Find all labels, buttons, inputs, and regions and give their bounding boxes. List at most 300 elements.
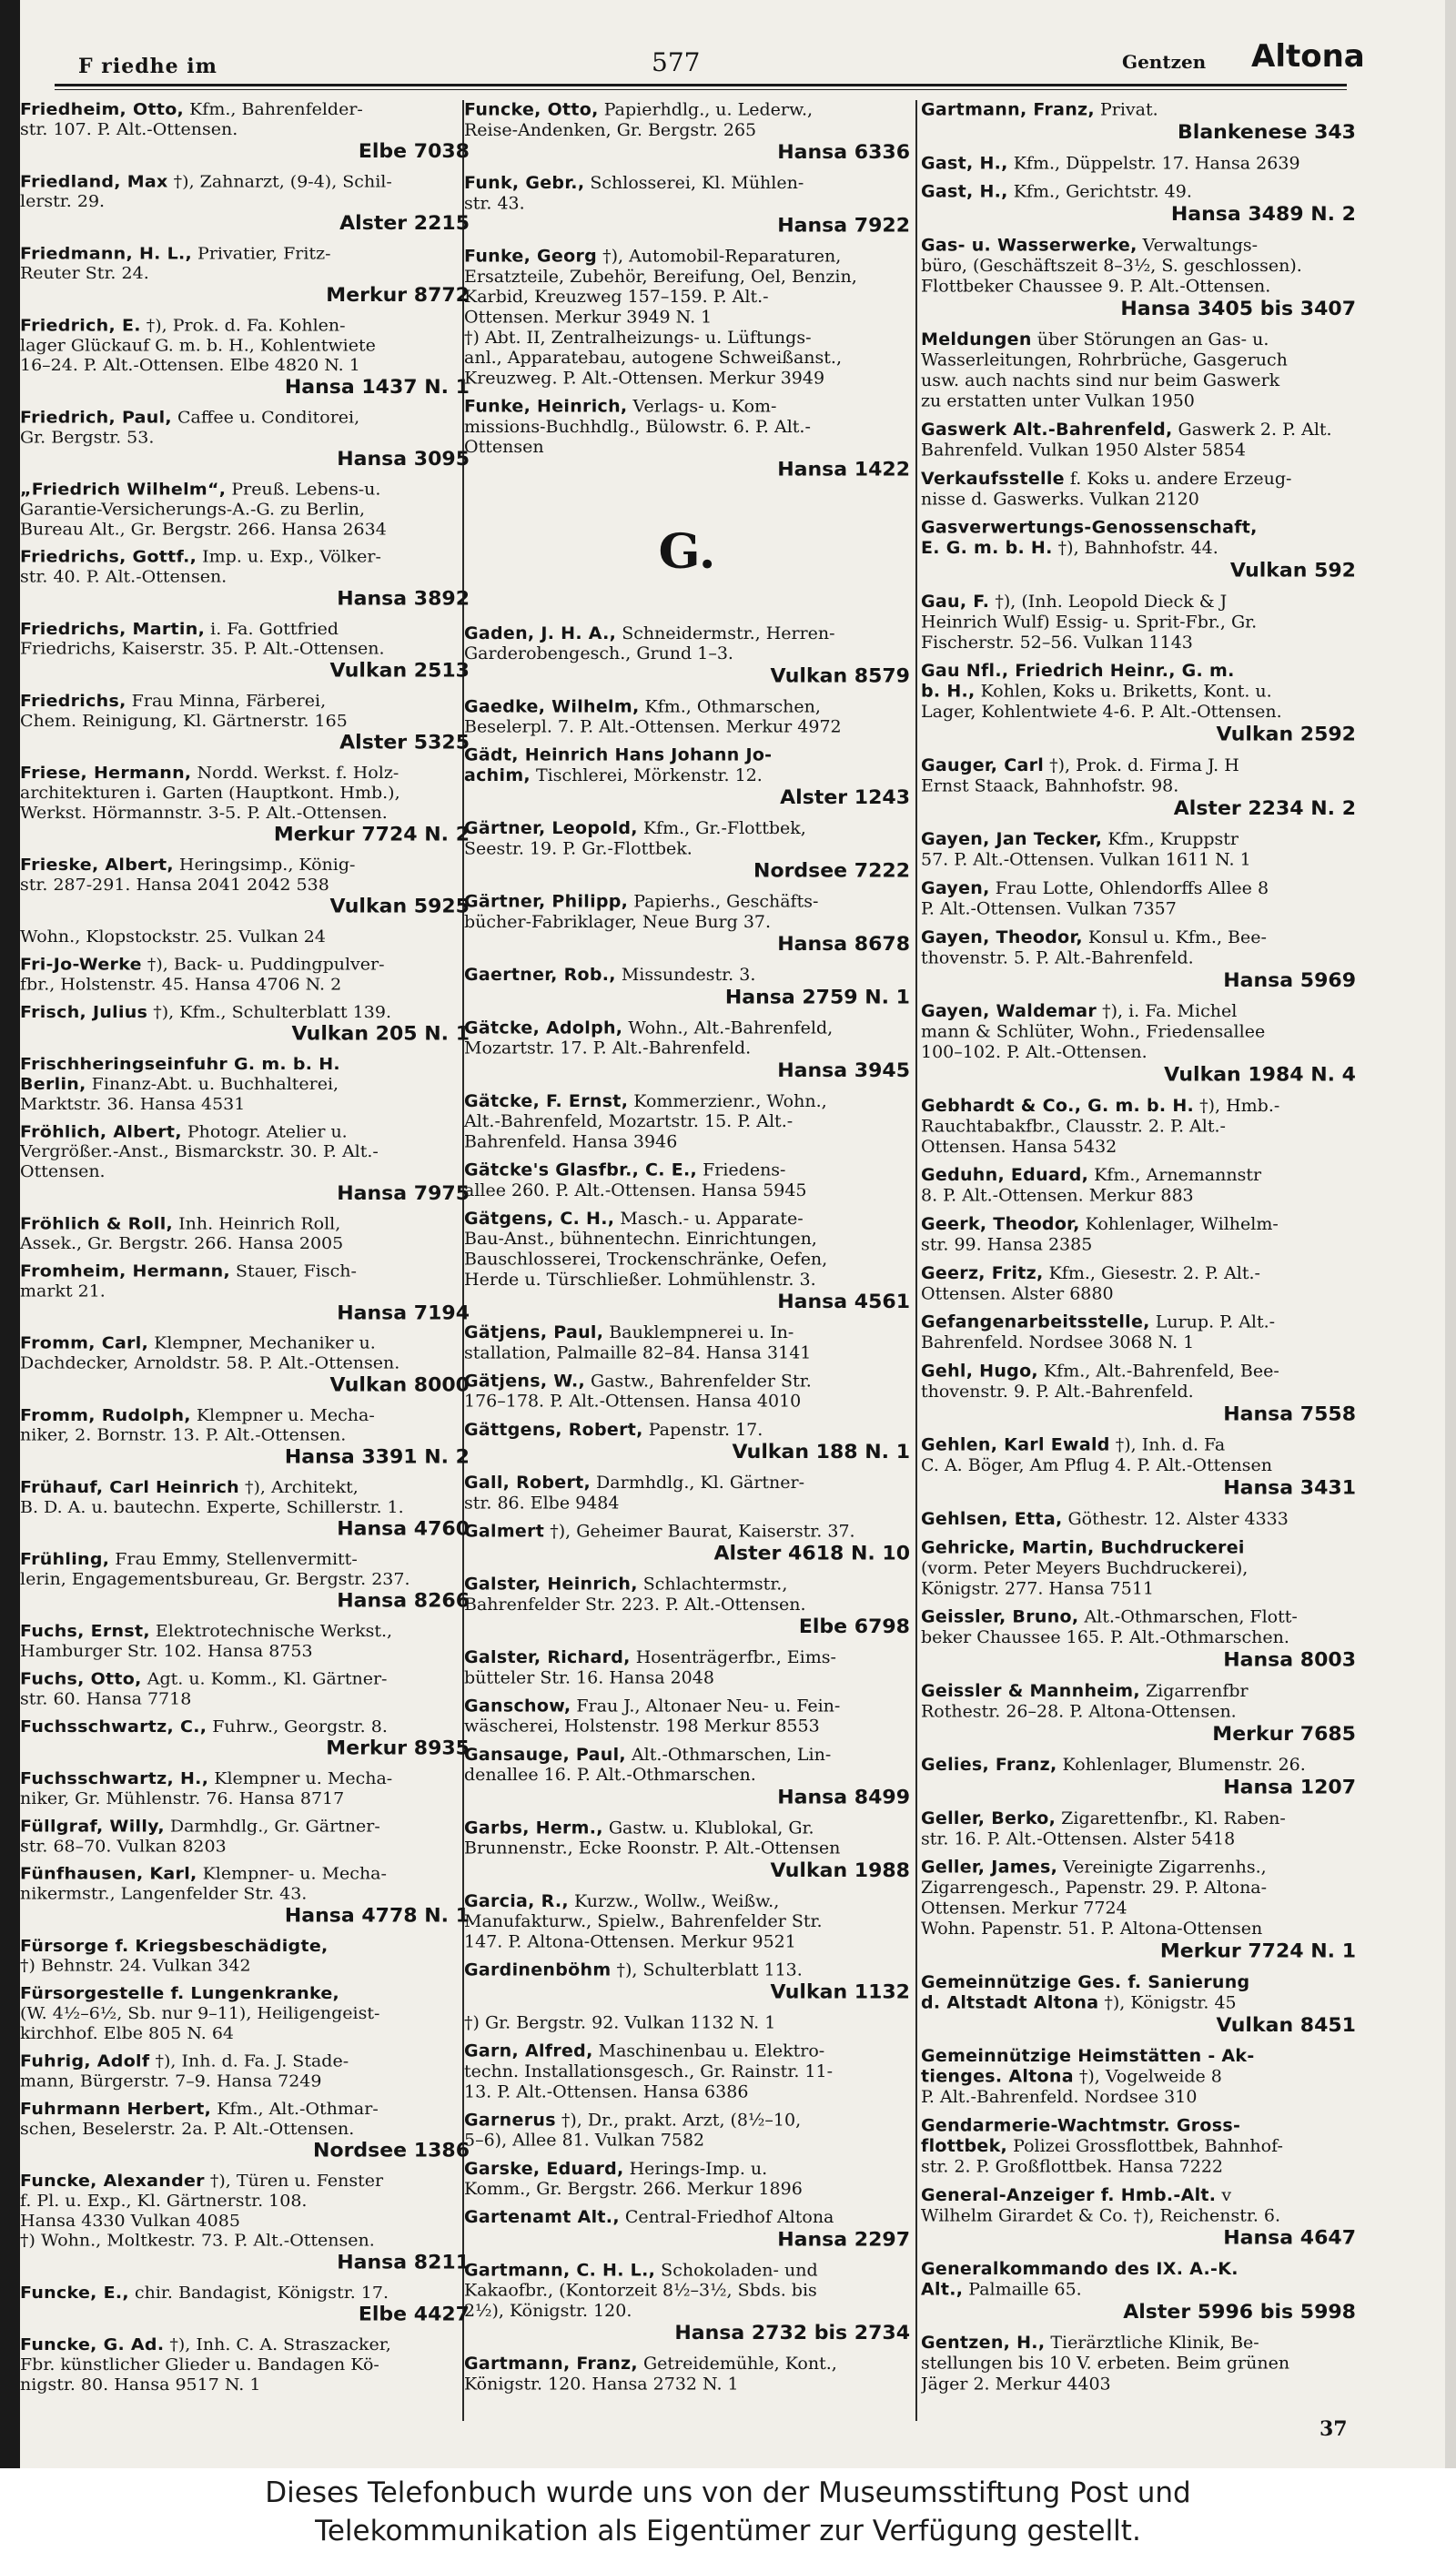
- entry-name: Gebhardt & Co., G. m. b. H.: [921, 1096, 1195, 1116]
- entry-line: [464, 349, 910, 369]
- entry-name: Frieske, Albert,: [20, 855, 174, 875]
- entry-line: [921, 2354, 1356, 2375]
- entry-line: [20, 620, 470, 640]
- directory-entry: [20, 316, 470, 400]
- entry-text: Elektrotechnische Werkst.,: [149, 1621, 393, 1641]
- entry-text: Missundestr. 3.: [615, 965, 756, 986]
- entry-line: [20, 640, 470, 660]
- entry-line: [921, 592, 1356, 613]
- entry-text: str. 99. Hansa 2385: [921, 1234, 1093, 1255]
- directory-entry: [20, 2100, 470, 2163]
- directory-entry: [921, 2334, 1356, 2395]
- entry-text: Herde u. Türschließer. Lohmühlenstr. 3.: [464, 1270, 816, 1290]
- entry-name: Galmert: [464, 1521, 545, 1542]
- entry-name: Gartmann, Franz,: [464, 2354, 638, 2375]
- directory-entry: [464, 745, 910, 811]
- entry-text: str. 40. P. Alt.-Ottensen.: [20, 567, 228, 587]
- entry-text: Assek., Gr. Bergstr. 266. Hansa 2005: [20, 1234, 344, 1253]
- entry-line: [921, 1362, 1356, 1382]
- entry-text: über Störungen an Gas- u.: [1031, 329, 1269, 350]
- entry-name: Füllgraf, Willy,: [20, 1817, 165, 1837]
- entry-line: [20, 975, 470, 995]
- entry-line: [464, 120, 910, 140]
- entry-text: Kfm., Alt.-Bahrenfeld, Bee-: [1037, 1361, 1279, 1382]
- entry-line: [20, 2120, 470, 2140]
- entry-text: Seestr. 19. P. Gr.-Flottbek.: [464, 838, 693, 859]
- directory-entry: [921, 830, 1356, 871]
- entry-name: achim,: [464, 765, 531, 785]
- entry-line: [464, 1372, 910, 1392]
- entry-text: Friedens-: [697, 1160, 786, 1180]
- entry-name: Funcke, G. Ad.: [20, 2334, 165, 2355]
- entry-line: [20, 955, 470, 975]
- entry-name: Fuchsschwartz, H.,: [20, 1768, 209, 1788]
- entry-line: [20, 1622, 470, 1642]
- entry-line: [921, 776, 1356, 797]
- entry-line: [20, 2004, 470, 2024]
- entry-line: [20, 2051, 470, 2071]
- entry-name: Gaedke, Wilhelm,: [464, 696, 640, 717]
- entry-line: [464, 288, 910, 308]
- entry-line: [921, 371, 1356, 392]
- entry-text: Frau Lotte, Ohlendorffs Allee 8: [989, 878, 1269, 898]
- entry-name: Gehlen, Karl Ewald: [921, 1435, 1110, 1455]
- entry-text: Bahrenfelder Str. 223. P. Alt.-Ottensen.: [464, 1595, 806, 1615]
- entry-line: [20, 1550, 470, 1570]
- directory-entry: [20, 2284, 470, 2328]
- entry-line: [921, 1558, 1356, 1579]
- entry-line: [20, 1214, 470, 1234]
- entry-line: [464, 100, 910, 120]
- directory-entry: [20, 1622, 470, 1662]
- entry-line: [464, 2159, 910, 2179]
- entry-name: Fuhrmann Herbert,: [20, 2099, 212, 2119]
- entry-text: †) Wohn., Moltkestr. 73. P. Alt.-Ottensen.: [20, 2231, 375, 2251]
- entry-line: [464, 697, 910, 717]
- entry-text: techn. Installationsgesch., Gr. Rainstr. 11-: [464, 2061, 833, 2081]
- directory-entry: [20, 408, 470, 471]
- entry-line: [921, 1993, 1356, 2014]
- entry-text: Gastw. u. Klublokal, Gr.: [602, 1818, 814, 1838]
- entry-name: Friedland, Max: [20, 172, 168, 192]
- entry-text: Palmaille 65.: [963, 2279, 1082, 2300]
- entry-line: [921, 850, 1356, 871]
- entry-name: Friedheim, Otto,: [20, 100, 185, 119]
- entry-line: [921, 277, 1356, 298]
- entry-text: markt 21.: [20, 1281, 106, 1301]
- entry-text: Schlachtermstr.,: [637, 1575, 788, 1595]
- entry-text: †), Inh. d. Fa: [1109, 1435, 1226, 1455]
- entry-line: [20, 192, 470, 212]
- directory-entry: [921, 100, 1356, 146]
- entry-name: Friedrichs, Martin,: [20, 619, 206, 639]
- header-rule: [55, 84, 1347, 86]
- entry-name: Funke, Heinrich,: [464, 396, 628, 417]
- entry-name: Gaswerk Alt.-Bahrenfeld,: [921, 420, 1173, 440]
- directory-entry: [921, 2259, 1356, 2324]
- entry-line: [921, 1899, 1356, 1919]
- entry-line: [20, 2071, 470, 2091]
- entry-line: [921, 391, 1356, 412]
- entry-text: †) Abt. II, Zentralheizungs- u. Lüftungs-: [464, 328, 812, 348]
- entry-name: Gemeinnützige Heimstätten - Ak-: [921, 2046, 1255, 2066]
- entry-text: Vereinigte Zigarrenhs.,: [1057, 1857, 1267, 1878]
- entry-line: [921, 490, 1356, 511]
- entry-name: Geissler & Mannheim,: [921, 1681, 1140, 1701]
- entry-text: Alt.-Othmarschen, Flott-: [1078, 1606, 1298, 1627]
- directory-entry: [921, 1312, 1356, 1353]
- entry-name: Gas- u. Wasserwerke,: [921, 235, 1138, 256]
- entry-text: Bauklempnerei u. In-: [603, 1322, 794, 1342]
- entry-text: thovenstr. 9. P. Alt.-Bahrenfeld.: [921, 1382, 1194, 1402]
- entry-text: Tischlerei, Mörkenstr. 12.: [530, 765, 763, 785]
- entry-name: Friedmann, H. L.,: [20, 244, 193, 264]
- entry-text: †) Behnstr. 24. Vulkan 342: [20, 1956, 251, 1976]
- entry-text: Verwaltungs-: [1137, 235, 1259, 256]
- entry-text: Rothestr. 26–28. P. Altona-Ottensen.: [921, 1701, 1237, 1722]
- entry-text: wäscherei, Holstenstr. 198 Merkur 8553: [464, 1717, 820, 1737]
- entry-line: [20, 876, 470, 896]
- entry-line: [921, 1186, 1356, 1207]
- entry-name: Garn, Alfred,: [464, 2041, 593, 2061]
- entry-line: [921, 518, 1356, 539]
- directory-entry: [464, 2111, 910, 2152]
- entry-text: Heinrich Wulf) Essig- u. Sprit-Fbr., Gr.: [921, 612, 1258, 633]
- entry-text: zu erstatten unter Vulkan 1950: [921, 391, 1195, 411]
- entry-line: [20, 1789, 470, 1809]
- entry-line: [464, 1595, 910, 1615]
- entry-line: [464, 1038, 910, 1058]
- entry-text: †), Bahnhofstr. 44.: [1052, 538, 1218, 559]
- entry-text: schen, Beselerstr. 2a. P. Alt.-Ottensen.: [20, 2119, 355, 2139]
- entry-text: Kreuzweg. P. Alt.-Ottensen. Merkur 3949: [464, 368, 825, 389]
- entry-line: [464, 1018, 910, 1038]
- entry-name: Fromheim, Hermann,: [20, 1261, 230, 1281]
- entry-line: [921, 613, 1356, 633]
- footer-line-1: Dieses Telefonbuch wurde uns von der Museumsstiftung Post und: [265, 2476, 1191, 2509]
- entry-line: [921, 100, 1356, 121]
- footer-notice: [0, 2474, 1456, 2550]
- directory-entry: [464, 1018, 910, 1084]
- entry-text: stellungen bis 10 V. erbeten. Beim grünen: [921, 2354, 1290, 2374]
- phone-number: Vulkan 5925: [329, 896, 470, 918]
- phone-number: Elbe 6798: [798, 1615, 910, 1638]
- phone-number: Hansa 8499: [777, 1786, 910, 1809]
- entry-line: [20, 336, 470, 356]
- entry-text: Darmhdlg., Kl. Gärtner-: [591, 1473, 805, 1493]
- entry-line: [921, 2087, 1356, 2108]
- entry-name: Gayen, Theodor,: [921, 927, 1083, 947]
- entry-line: [464, 1112, 910, 1132]
- entry-text: Ottensen. Merkur 3949 N. 1: [464, 307, 713, 328]
- phone-number: Hansa 6336: [777, 141, 910, 164]
- entry-text: Friedrichs, Kaiserstr. 35. P. Alt.-Ottensen.: [20, 639, 385, 659]
- phone-number: Blankenese 343: [1178, 121, 1356, 144]
- entry-line: [921, 1022, 1356, 1043]
- entry-line: [20, 2212, 470, 2232]
- directory-entry: [464, 397, 910, 482]
- entry-name: Fromm, Rudolph,: [20, 1405, 191, 1425]
- entry-line: [464, 623, 910, 643]
- entry-text: Papierhs., Geschäfts-: [628, 892, 819, 912]
- page-folio: 37: [1320, 2417, 1348, 2441]
- entry-text: missions-Buchhdlg., Bülowstr. 6. P. Alt.-: [464, 417, 811, 437]
- entry-text: Polizei Grossflottbek, Bahnhof-: [1007, 2136, 1283, 2156]
- phone-number: Hansa 4778 N. 1: [284, 1905, 470, 1928]
- entry-name: Gayen, Jan Tecker,: [921, 829, 1103, 850]
- entry-name: „Friedrich Wilhelm“,: [20, 480, 227, 500]
- entry-name: Gehl, Hugo,: [921, 1361, 1038, 1382]
- entry-line: [921, 420, 1356, 441]
- phone-number: Hansa 1437 N. 1: [284, 376, 470, 399]
- entry-name: Gehlsen, Etta,: [921, 1509, 1063, 1529]
- page-header: [36, 0, 1365, 91]
- entry-name: Friese, Hermann,: [20, 763, 192, 783]
- directory-entry: [20, 1406, 470, 1470]
- directory-entry: [20, 692, 470, 755]
- phone-number: Hansa 7922: [777, 215, 910, 238]
- entry-line: [20, 316, 470, 336]
- entry-text: Karbid, Kreuzweg 157–159. P. Alt.-: [464, 287, 769, 308]
- entry-line: [921, 1435, 1356, 1456]
- entry-line: [921, 2157, 1356, 2178]
- directory-entry: [20, 1003, 470, 1048]
- entry-line: [464, 1696, 910, 1717]
- entry-line: [921, 236, 1356, 257]
- entry-line: [921, 441, 1356, 461]
- entry-line: [921, 755, 1356, 776]
- entry-text: Bauschlosserei, Trockenschränke, Oefen,: [464, 1250, 828, 1270]
- entry-text: str. 43.: [464, 193, 525, 214]
- phone-number: Hansa 3431: [1223, 1477, 1356, 1500]
- entry-text: †), i. Fa. Michel: [1097, 1001, 1238, 1021]
- entry-text: Ottensen.: [20, 1161, 106, 1181]
- entry-text: Kfm., Arnemannstr: [1088, 1165, 1262, 1186]
- entry-text: lager Glückauf G. m. b. H., Kohlentwiete: [20, 336, 376, 356]
- entry-line: [921, 662, 1356, 683]
- header-place: Altona: [1251, 38, 1365, 75]
- entry-name: Gärtner, Philipp,: [464, 892, 629, 912]
- phone-number: Hansa 8003: [1223, 1648, 1356, 1672]
- entry-text: 176–178. P. Alt.-Ottensen. Hansa 4010: [464, 1392, 802, 1412]
- entry-text: †), Back- u. Puddingpulver-: [141, 955, 385, 975]
- entry-text: Kfm., Kruppstr: [1102, 829, 1239, 850]
- directory-entry: [921, 518, 1356, 583]
- entry-line: [921, 2375, 1356, 2395]
- directory-column-2: [464, 100, 910, 2403]
- entry-line: [20, 428, 470, 448]
- entry-text: Brunnenstr., Ecke Roonstr. P. Alt.-Ottensen: [464, 1838, 841, 1858]
- entry-line: [20, 408, 470, 428]
- directory-entry: [464, 1522, 910, 1566]
- phone-number: Hansa 1422: [777, 458, 910, 481]
- entry-text: büro, (Geschäftszeit 8–3½, S. geschlossen).: [921, 256, 1302, 276]
- entry-name: Alt.,: [921, 2279, 964, 2300]
- directory-column-3: [921, 100, 1356, 2403]
- entry-line: [464, 247, 910, 267]
- entry-line: [464, 966, 910, 986]
- directory-entry: [921, 2116, 1356, 2178]
- entry-text: Zigarrengesch., Papenstr. 29. P. Altona-: [921, 1878, 1268, 1899]
- phone-number: Merkur 8935: [326, 1737, 470, 1760]
- entry-name: Friedrichs,: [20, 691, 126, 711]
- binding-edge: [0, 0, 20, 2468]
- entry-line: [921, 1096, 1356, 1117]
- directory-entry: [20, 2051, 470, 2091]
- directory-entry: [464, 623, 910, 689]
- entry-text: Bureau Alt., Gr. Bergstr. 266. Hansa 2634: [20, 520, 387, 540]
- entry-line: [20, 1669, 470, 1689]
- entry-line: [20, 1937, 470, 1957]
- entry-text: mann, Bürgerstr. 7–9. Hansa 7249: [20, 2071, 322, 2091]
- directory-entry: [464, 1960, 910, 2005]
- directory-entry: [20, 1817, 470, 1857]
- entry-text: Verlags- u. Kom-: [627, 396, 777, 417]
- phone-number: Hansa 8211: [337, 2252, 470, 2274]
- entry-text: 147. P. Altona-Ottensen. Merkur 9521: [464, 1931, 796, 1952]
- entry-name: Frühauf, Carl Heinrich: [20, 1477, 239, 1497]
- entry-line: [20, 2024, 470, 2044]
- entry-line: [20, 764, 470, 784]
- entry-text: Vergrößer.-Anst., Bismarckstr. 30. P. Alt.-: [20, 1142, 379, 1161]
- entry-line: [20, 1234, 470, 1254]
- entry-name: Gartmann, C. H. L.,: [464, 2260, 656, 2281]
- entry-text: Lurup. P. Alt.-: [1149, 1312, 1276, 1332]
- entry-text: Kfm., Othmarschen,: [639, 696, 821, 717]
- entry-line: [464, 2062, 910, 2082]
- directory-entry: [921, 1001, 1356, 1088]
- directory-entry: [464, 1420, 910, 1464]
- header-left-word: F riedhe im: [78, 55, 217, 78]
- entry-text: Reise-Andenken, Gr. Bergstr. 265: [464, 120, 757, 140]
- phone-number: Hansa 3095: [337, 448, 470, 471]
- entry-line: [464, 1932, 910, 1952]
- entry-text: Heringsimp., König-: [173, 855, 356, 875]
- entry-name: Fröhlich, Albert,: [20, 1122, 182, 1142]
- directory-entry: [20, 548, 470, 612]
- entry-line: [921, 154, 1356, 175]
- entry-line: [921, 1214, 1356, 1235]
- entry-text: str. 16. P. Alt.-Ottensen. Alster 5418: [921, 1828, 1236, 1849]
- entry-name: Ganschow,: [464, 1696, 571, 1717]
- entry-line: [20, 1261, 470, 1281]
- phone-number: Hansa 2759 N. 1: [724, 986, 910, 1009]
- phone-number: Elbe 7038: [358, 140, 470, 163]
- phone-number: Vulkan 8579: [770, 664, 910, 688]
- entry-text: stallation, Palmaille 82–84. Hansa 3141: [464, 1342, 812, 1363]
- entry-text: str. 2. P. Großflottbek. Hansa 7222: [921, 2156, 1224, 2177]
- entry-name: Funk, Gebr.,: [464, 173, 585, 193]
- directory-entry: [921, 1858, 1356, 1964]
- entry-line: [20, 1353, 470, 1373]
- entry-line: [921, 703, 1356, 724]
- entry-text: Marktstr. 36. Hansa 4531: [20, 1094, 246, 1114]
- entry-text: anl., Apparatebau, autogene Schweißanst.,: [464, 348, 842, 368]
- entry-line: [464, 1209, 910, 1229]
- entry-name: Fuchs, Otto,: [20, 1669, 142, 1689]
- directory-entry: [464, 2355, 910, 2395]
- phone-number: Hansa 3892: [337, 588, 470, 611]
- phone-number: Merkur 8772: [326, 284, 470, 307]
- entry-text: †), Vogelweide 8: [1073, 2066, 1222, 2087]
- entry-text: Privat.: [1094, 100, 1158, 120]
- entry-text: Privatier, Fritz-: [192, 244, 331, 264]
- entry-name: E. G. m. b. H.: [921, 538, 1053, 559]
- entry-line: [20, 2231, 470, 2251]
- entry-line: [464, 1420, 910, 1440]
- entry-text: Agt. u. Komm., Kl. Gärtner-: [141, 1669, 388, 1689]
- entry-text: †) Gr. Bergstr. 92. Vulkan 1132 N. 1: [464, 2013, 776, 2033]
- entry-line: [464, 2281, 910, 2301]
- entry-text: Nordd. Werkst. f. Holz-: [191, 763, 399, 783]
- entry-text: Bahrenfeld. Vulkan 1950 Alster 5854: [921, 440, 1246, 461]
- entry-line: [921, 830, 1356, 851]
- entry-name: tienges. Altona: [921, 2066, 1074, 2087]
- entry-text: Fbr. künstlicher Glieder u. Bandagen Kö-: [20, 2355, 379, 2375]
- entry-line: [20, 172, 470, 192]
- phone-number: Alster 1243: [780, 786, 910, 809]
- entry-line: [464, 717, 910, 737]
- directory-entry: [464, 697, 910, 738]
- entry-text: Kohlen, Koks u. Briketts, Kont. u.: [975, 682, 1272, 702]
- entry-line: [20, 100, 470, 120]
- directory-entry: [464, 892, 910, 957]
- entry-text: niker, Gr. Mühlenstr. 76. Hansa 8717: [20, 1788, 345, 1808]
- phone-number: Vulkan 1132: [770, 1981, 910, 2004]
- entry-text: Ottensen. Merkur 7724: [921, 1898, 1127, 1919]
- entry-text: 100–102. P. Alt.-Ottensen.: [921, 1042, 1148, 1062]
- page-number: 577: [652, 47, 701, 77]
- entry-text: Kohlenlager, Blumenstr. 26.: [1057, 1755, 1306, 1775]
- directory-entry: [20, 620, 470, 684]
- phone-number: Hansa 4647: [1223, 2227, 1356, 2250]
- entry-line: [921, 256, 1356, 277]
- entry-name: Geerk, Theodor,: [921, 1214, 1080, 1234]
- entry-text: Kommerzienr., Wohn.,: [628, 1091, 827, 1111]
- entry-line: [464, 194, 910, 214]
- entry-name: Geller, James,: [921, 1857, 1058, 1878]
- entry-line: [20, 1478, 470, 1498]
- entry-line: [20, 784, 470, 804]
- phone-number: Hansa 3489 N. 2: [1170, 203, 1356, 226]
- entry-line: [20, 1884, 470, 1904]
- phone-number: Elbe 4427: [358, 2304, 470, 2326]
- entry-line: [20, 1075, 470, 1095]
- entry-name: Funcke, Alexander: [20, 2171, 205, 2191]
- phone-number: Merkur 7685: [1212, 1723, 1356, 1746]
- entry-text: architekturen i. Garten (Hauptkont. Hmb.),: [20, 783, 400, 803]
- directory-entry: [20, 100, 470, 164]
- directory-entry: [464, 2261, 910, 2346]
- directory-entry: [464, 2013, 910, 2033]
- entry-line: [921, 2046, 1356, 2067]
- entry-text: Hansa 4330 Vulkan 4085: [20, 2211, 240, 2231]
- entry-text: nisse d. Gaswerks. Vulkan 2120: [921, 489, 1199, 510]
- directory-entry: [20, 2335, 470, 2395]
- entry-text: Klempner u. Mecha-: [190, 1405, 375, 1425]
- directory-entry: [921, 236, 1356, 322]
- entry-name: Gauger, Carl: [921, 755, 1045, 775]
- entry-line: [921, 1284, 1356, 1305]
- directory-entry: [921, 1435, 1356, 1501]
- entry-name: Garnerus: [464, 2110, 556, 2131]
- entry-line: [921, 539, 1356, 560]
- entry-text: bücher-Fabriklager, Neue Burg 37.: [464, 912, 772, 932]
- directory-entry: [20, 1717, 470, 1762]
- directory-entry: [464, 2041, 910, 2102]
- entry-line: [464, 819, 910, 839]
- entry-text: Ottensen. Alster 6880: [921, 1283, 1114, 1304]
